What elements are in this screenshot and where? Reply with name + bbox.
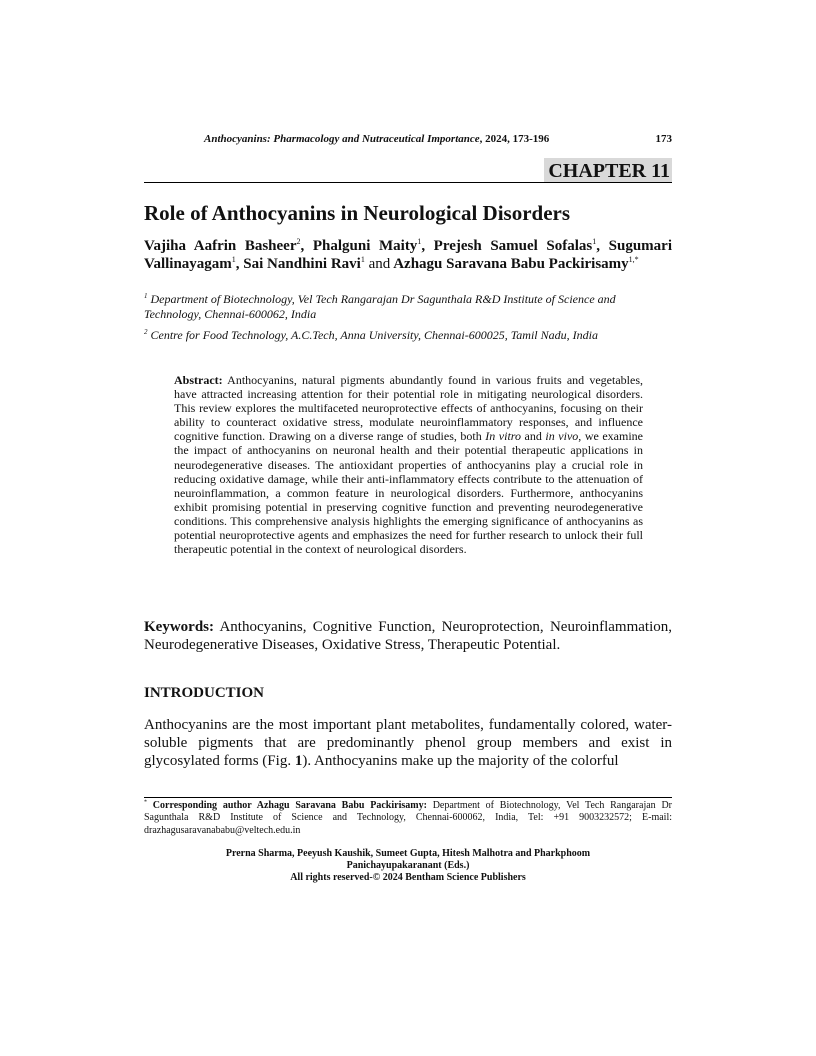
affiliation-text: Department of Biotechnology, Vel Tech Rangarajan Dr Sagunthala R&D Institute of Science and Technology, Chennai-600062, India	[144, 292, 616, 321]
author-affil-mark: 1	[592, 237, 597, 246]
author: Azhagu Saravana Babu Packirisamy	[393, 256, 629, 272]
copyright-line: All rights reserved-© 2024 Bentham Science Publishers	[290, 872, 526, 883]
figure-reference[interactable]: 1	[294, 753, 303, 769]
author-affil-mark: 1,*	[628, 255, 639, 264]
keywords-text: Anthocyanins, Cognitive Function, Neuroprotection, Neuroinflammation, Neurodegenerative Diseases, Oxidative Stress, Therapeutic Potential.	[144, 619, 672, 653]
affiliation-mark: 1	[144, 292, 148, 300]
affiliation-text: Centre for Food Technology, A.C.Tech, Anna University, Chennai-600025, Tamil Nadu, India	[150, 328, 598, 342]
abstract-italic: In vitro	[485, 429, 522, 444]
abstract-text: Anthocyanins, natural pigments abundantly found in various fruits and vegetables, have attracted increasing attention for their potential role in mitigating neurological disorders. This review explores the multifaceted neuroprotective effects of anthocyanins, focusing on their ability to counteract oxidative stress, modulate neuroinflammatory responses, and influence cognitive function. Drawing on a diverse range of studies, both	[174, 373, 643, 444]
editors-line: Prerna Sharma, Peeyush Kaushik, Sumeet Gupta, Hitesh Malhotra and Pharkphoom	[225, 848, 591, 859]
affiliation	[144, 292, 672, 322]
body-text: ). Anthocyanins make up the majority of the colorful	[302, 753, 619, 769]
page-number: 173	[655, 133, 672, 145]
section-heading: INTRODUCTION	[144, 685, 265, 701]
abstract-text: , we examine the impact of anthocyanins on neuronal health and their potential therapeutic applications in neurodegenerative diseases. The antioxidant properties of anthocyanins play a crucial role in reducing oxidative damage, while their anti-inflammatory effects contribute to the attenuation of neuroinflammation, a common feature in neurological disorders. Furthermore, anthocyanins exhibit promising potential in preserving cognitive function and preventing neurodegenerative conditions. This comprehensive analysis highlights the emerging significance of anthocyanins as potential neuroprotective agents and emphasizes the need for further research to unlock their full therapeutic potential in the context of neurological disorders.	[174, 429, 643, 557]
running-head-title	[204, 133, 549, 145]
footnote-rule	[144, 797, 672, 798]
book-year-pages: , 2024, 173-196	[479, 133, 550, 145]
abstract-label: Abstract:	[174, 373, 223, 387]
keywords-label: Keywords:	[144, 619, 214, 635]
publisher-credit	[144, 848, 672, 884]
chapter-rule	[144, 182, 672, 183]
author: Sugumari Vallinayagam	[144, 238, 672, 272]
editors-line: Panichayupakaranant (Eds.)	[346, 860, 470, 871]
keywords	[144, 618, 672, 654]
author-affil-mark: 2	[296, 237, 301, 246]
author: Vajiha Aafrin Basheer	[144, 238, 297, 254]
author-list: Vajiha Aafrin Basheer$^2$, Phalguni Maity$^1$, Prejesh Samuel Sofalas$^1$, Sugumari Vallinayagam$^1$, Sai Nandhini Ravi$^1$ and Azhagu Saravana Babu Packirisamy$^{1,*}$	[144, 237, 672, 272]
author: Prejesh Samuel Sofalas	[433, 238, 593, 254]
footnote-text: Department of Biotechnology, Vel Tech Rangarajan Dr Sagunthala R&D Institute of Science and Technology, Chennai-600062, India, Tel: +91 9003232572; E-mail: drazhagusaravanababu@veltech.edu.in	[144, 800, 672, 836]
body-text: Anthocyanins are the most important plant metabolites, fundamentally colored, water-soluble pigments that are predominantly phenol group members and exist in glycosylated forms (Fig.	[144, 717, 672, 769]
chapter-label: CHAPTER 11	[544, 158, 672, 183]
affiliation	[144, 328, 672, 343]
footnote-label: Corresponding author Azhagu Saravana Babu Packirisamy:	[152, 800, 427, 811]
author-conjunction: and	[368, 256, 391, 272]
author: Sai Nandhini Ravi	[243, 256, 361, 272]
author: Phalguni Maity	[312, 238, 418, 254]
abstract-italic: in vivo	[545, 429, 579, 444]
body-paragraph	[144, 716, 672, 770]
footnote-marker: *	[144, 799, 147, 806]
author-affil-mark: 1	[231, 255, 236, 264]
book-title: Anthocyanins: Pharmacology and Nutraceutical Importance	[204, 133, 480, 145]
chapter-title: Role of Anthocyanins in Neurological Disorders	[144, 201, 571, 225]
abstract-text: and	[521, 429, 546, 444]
affiliation-mark: 2	[144, 328, 148, 336]
footnote	[144, 800, 672, 837]
author-affil-mark: 1	[417, 237, 422, 246]
abstract	[174, 373, 643, 556]
author-affil-mark: 1	[360, 255, 365, 264]
